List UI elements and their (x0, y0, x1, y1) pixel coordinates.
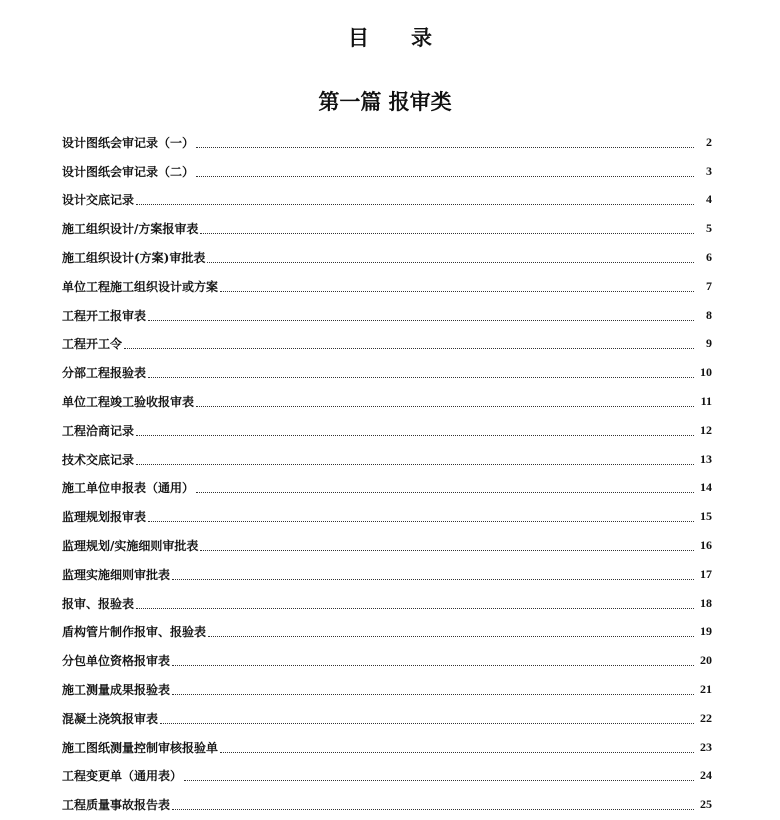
toc-entry-title: 施工测量成果报验表 (62, 683, 171, 698)
toc-entry-title: 工程开工令 (62, 337, 123, 352)
toc-entry-title: 分包单位资格报审表 (62, 654, 171, 669)
toc-entry-page-number: 11 (700, 394, 712, 409)
dot-leader (196, 147, 694, 148)
toc-entry[interactable] (62, 416, 712, 445)
dot-leader (220, 291, 694, 292)
toc-entry-title: 施工组织设计/方案报审表 (62, 222, 199, 237)
toc-entry-page-number: 10 (700, 365, 712, 380)
toc-entry-page-number: 24 (700, 768, 712, 783)
toc-entry[interactable] (62, 733, 712, 762)
toc-entry[interactable] (62, 243, 712, 272)
toc-entry-page-number: 18 (700, 595, 712, 610)
toc-entry-page-number: 14 (700, 480, 712, 495)
toc-entry-title: 施工图纸测量控制审核报验单 (62, 740, 219, 755)
toc-entry-page-number: 5 (706, 221, 712, 236)
dot-leader (124, 348, 694, 349)
toc-entry-title: 单位工程竣工验收报审表 (62, 395, 195, 410)
toc-entry[interactable] (62, 560, 712, 589)
toc-entry[interactable] (62, 502, 712, 531)
toc-entry[interactable] (62, 589, 712, 618)
toc-entry-title: 施工单位申报表（通用） (62, 481, 195, 496)
dot-leader (172, 694, 694, 695)
dot-leader (148, 320, 694, 321)
dot-leader (172, 579, 694, 580)
toc-entry[interactable] (62, 272, 712, 301)
toc-list (62, 128, 712, 819)
dot-leader (148, 521, 694, 522)
toc-entry-page-number: 19 (700, 624, 712, 639)
toc-entry-title: 工程变更单（通用表） (62, 769, 183, 784)
toc-entry[interactable] (62, 646, 712, 675)
toc-entry-page-number: 7 (706, 278, 712, 293)
toc-entry-title: 报审、报验表 (62, 596, 135, 611)
toc-entry-page-number: 21 (700, 682, 712, 697)
toc-entry-page-number: 4 (706, 192, 712, 207)
dot-leader (136, 608, 694, 609)
dot-leader (136, 204, 694, 205)
toc-entry[interactable] (62, 531, 712, 560)
toc-entry[interactable] (62, 330, 712, 359)
toc-entry-page-number: 20 (700, 653, 712, 668)
toc-entry[interactable] (62, 128, 712, 157)
toc-entry-title: 设计交底记录 (62, 193, 135, 208)
toc-entry-page-number: 6 (706, 250, 712, 265)
toc-entry-page-number: 17 (700, 566, 712, 581)
dot-leader (220, 752, 694, 753)
toc-title-char-2: 录 (411, 25, 432, 50)
toc-entry[interactable] (62, 704, 712, 733)
toc-entry[interactable] (62, 675, 712, 704)
toc-entry-title: 工程开工报审表 (62, 308, 147, 323)
toc-title-char-1: 目 (348, 25, 369, 50)
toc-entry[interactable] (62, 762, 712, 791)
toc-entry[interactable] (62, 358, 712, 387)
dot-leader (207, 262, 694, 263)
toc-entry-title: 设计图纸会审记录（二） (62, 164, 195, 179)
toc-entry-title: 工程洽商记录 (62, 423, 135, 438)
dot-leader (196, 176, 694, 177)
toc-entry[interactable] (62, 445, 712, 474)
dot-leader (172, 665, 694, 666)
toc-entry-title: 监理规划报审表 (62, 510, 147, 525)
dot-leader (196, 406, 694, 407)
dot-leader (200, 550, 694, 551)
part-heading: 第一篇 报审类 (318, 89, 452, 114)
toc-entry-title: 技术交底记录 (62, 452, 135, 467)
toc-entry-title: 设计图纸会审记录（一） (62, 135, 195, 150)
toc-entry-page-number: 23 (700, 739, 712, 754)
toc-entry-page-number: 12 (700, 422, 712, 437)
toc-entry-page-number: 9 (706, 336, 712, 351)
toc-title (0, 22, 780, 52)
toc-entry-title: 单位工程施工组织设计或方案 (62, 279, 219, 294)
toc-entry[interactable] (62, 618, 712, 647)
toc-entry-title: 混凝土浇筑报审表 (62, 711, 159, 726)
toc-entry-title: 盾构管片制作报审、报验表 (62, 625, 207, 640)
toc-entry-page-number: 8 (706, 307, 712, 322)
toc-entry-page-number: 25 (700, 797, 712, 812)
dot-leader (196, 492, 694, 493)
toc-entry-title: 监理规划/实施细则审批表 (62, 539, 199, 554)
dot-leader (172, 809, 694, 810)
toc-entry[interactable] (62, 387, 712, 416)
dot-leader (160, 723, 694, 724)
toc-entry-title: 监理实施细则审批表 (62, 567, 171, 582)
toc-entry-title: 分部工程报验表 (62, 366, 147, 381)
toc-entry-page-number: 22 (700, 710, 712, 725)
dot-leader (208, 636, 694, 637)
dot-leader (200, 233, 694, 234)
toc-entry[interactable] (62, 301, 712, 330)
toc-entry-page-number: 3 (706, 163, 712, 178)
dot-leader (184, 780, 694, 781)
dot-leader (136, 464, 694, 465)
toc-entry-title: 工程质量事故报告表 (62, 798, 171, 813)
toc-entry[interactable] (62, 790, 712, 819)
toc-entry[interactable] (62, 214, 712, 243)
toc-entry[interactable] (62, 474, 712, 503)
toc-entry-page-number: 15 (700, 509, 712, 524)
toc-entry-page-number: 2 (706, 134, 712, 149)
toc-entry[interactable] (62, 157, 712, 186)
toc-entry[interactable] (62, 186, 712, 215)
toc-entry-title: 施工组织设计(方案)审批表 (62, 251, 206, 266)
dot-leader (148, 377, 694, 378)
toc-entry-page-number: 13 (700, 451, 712, 466)
dot-leader (136, 435, 694, 436)
toc-entry-page-number: 16 (700, 538, 712, 553)
